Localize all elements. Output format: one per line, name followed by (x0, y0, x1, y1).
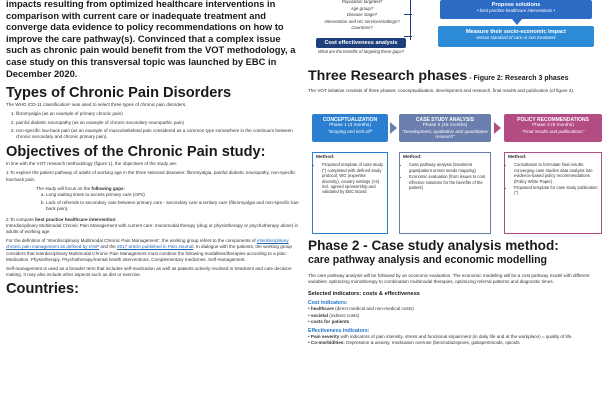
iasp-link[interactable]: interdisciplinary chronic pain management as defined by IASP (6, 238, 289, 250)
gap-item: b. Lack of referrals to secondary care between primary care - secondary care & tertiary care (fibromyalgia and non-specific low-back pain). (46, 200, 300, 212)
indicator-text: (indirect costs) (328, 312, 360, 318)
method-item: • Case pathway analysis (treatment gaps/patient unmet needs mapping) (409, 162, 487, 173)
diagram-connector-line (410, 0, 411, 40)
cost-indicator: • healthcare (direct medical and non-medical costs) (308, 306, 414, 312)
diagram-connector-line (404, 36, 412, 37)
indicator-bold: costs for patients (310, 318, 350, 324)
phase2-subheading: care pathway analysis and economic modelling (308, 254, 548, 266)
effectiveness-indicator: • Co-morbidities: Depression & anxiety, medication overuse (benzodiazepines, gabapentinoids, opioids (308, 340, 520, 346)
phase2-section (308, 238, 606, 346)
objective-2: 2.To compare best practice healthcare intervention: (6, 216, 117, 222)
phase-quote: "Final results and publications" (521, 128, 585, 134)
cost-title: Cost effectiveness analysis (324, 40, 398, 46)
objectives-body (6, 161, 300, 278)
method-list (403, 162, 487, 190)
phase-duration: Phase 1 (3 months) (329, 123, 371, 128)
arrow-down-icon (512, 19, 522, 25)
cost-indicators-heading: Cost indicators: (308, 300, 348, 307)
question: Population targeted? (341, 0, 383, 4)
method-box-2 (399, 152, 491, 234)
effectiveness-indicators-heading: Effectiveness indicators: (308, 328, 370, 335)
propose-title: Propose solutions (491, 2, 541, 8)
phase-title: CONCEPTUALIZATION (322, 117, 378, 123)
figure-label: - Figure 2: Research 3 phases (467, 75, 569, 82)
propose-solutions-box (440, 0, 592, 19)
research-heading (308, 68, 606, 87)
arrow-right-icon (494, 122, 501, 134)
method-item: • Proposed template for case study publication (") (514, 185, 598, 196)
objective-1: 1.To explore the patient pathway of adults of working age in the three selected diseases: fibromyalgia, painful diabetic neuropathy, non-specific low-back pain. (6, 170, 296, 182)
types-heading: Types of Chronic Pain Disorders (6, 85, 232, 102)
indicator-bold: healthcare (310, 306, 334, 312)
method-item: • Proposed template of case study (") completed with defined study protocol, WG (expertise diversity), country settings (>3) incl. agreed sponsorship and validated by EBC Board (322, 162, 384, 194)
indicator-bold: societal (310, 312, 328, 318)
question: Age group? (350, 5, 374, 11)
phase-duration: Phase 2 (15 months) (422, 123, 468, 128)
method-item: • Consultation to formulate final results: converging case studies data analysis into evidence-based policy recommendations (Policy White Paper) (514, 162, 598, 184)
definition-text: For the definition of 'Interdisciplinary Multimodal Chronic Pain Management', the working group refers to the components of (6, 238, 257, 244)
types-lead: The WHO ICD-11 classification¹ was used to select three types of chronic pain disorders. (6, 102, 187, 108)
phase2-heading: Phase 2 - Case study analysis method: (308, 238, 559, 253)
indicator-bold: Pain severity (310, 334, 340, 340)
cost-question: What are the benefits of targeting these gaps? (318, 49, 404, 54)
cost-indicators-list (308, 306, 606, 325)
definition-paragraph (6, 238, 300, 263)
arrow-right-icon (390, 122, 397, 134)
definition-text: . In dialogue with the patients, the working group considers that interdisciplinary Multimodal Chronic Pain Management must combine the following modalities/therapies according to a plan: Medication. Physiotherapy. Psychotherapy/mental health interventions. Complementary medicines. Self-management. (6, 244, 292, 262)
effectiveness-indicator: • Pain severity with indicators of pain intensity, stress and functional impairment (in daily life and at the workplace) = quality of life. (308, 334, 573, 340)
types-item: 2. painful diabetic neuropathy (as an example of chronic secondary neuropathic pain) (16, 120, 300, 126)
types-body (6, 102, 300, 140)
gaps-intro-bold: following gaps (91, 185, 124, 191)
indicators-heading: Selected indicators: costs & effectiveness (308, 291, 420, 298)
intro-paragraph: impacts resulting from optimized healthcare interventions in comparison with current care or inadequate treatment and converge data evidence to policy recommendations on how to improve the care pathway(s). Convinced that a complex issue such as chronic pain would benefit from the VOT methodology, a case study on this transversal topic was launched by EBC in December 2020. (6, 0, 296, 79)
effectiveness-indicators-list (308, 334, 606, 346)
diagram-connector-line (404, 14, 412, 15)
phase-1-box (312, 114, 388, 142)
question: Intervention and HC services/settings? (324, 18, 400, 24)
gaps-list (6, 192, 300, 213)
cost-effectiveness-box (316, 38, 406, 48)
research-text: The VOT initiative consists of three phases: conceptualisation, development and research, final results and publication (of figure 2). (308, 88, 575, 93)
method-list (316, 162, 384, 194)
self-management-paragraph: Self-management is used as a broader term that includes self-medication as well as patients actively involved in treatment and care decision-making. It may also include other aspects such as diet or exercise. (6, 266, 293, 278)
method-title: Method: (403, 155, 422, 160)
objective-2-detail: Interdisciplinary Multimodal Chronic Pain Management with current care: monomodal therapy (drug or physiotherapy or psychotherapy alone) in adults of working age (6, 222, 299, 234)
indicator-text: with indicators of pain intensity, stress and functional impairment (in daily life and at the workplace) = quality of life. (339, 334, 573, 340)
types-item: 1. fibromyalgia (as an example of primary chronic pain) (16, 111, 300, 117)
objectives-lead: In line with the VOT research methodology (figure 1), the objectives of the study are: (6, 161, 178, 167)
measure-title: Measure their socio-economic impact (465, 29, 567, 35)
phase-quote: "Development, qualitative and quantitative research" (402, 128, 488, 140)
types-item: 3. non-specific low-back pain (as an example of musculoskeletal pain considered as a common type somewhere in the continuum between chronic secondary and chronic primary pain). (16, 128, 300, 140)
method-item: • Economic evaluation (from issues to cost effective solutions for the benefits of the patient) (409, 174, 487, 190)
countries-heading: Countries: (6, 281, 79, 298)
method-list (508, 162, 598, 195)
phase-3-box (504, 114, 602, 142)
phase2-text: The care pathway analysis will be followed by an economic evaluation. The economic modelling will be a cost pathway model with different variables: optimizing monotherapy to combination multimodal therapies, optimizing referral patterns and diagnostic times. (308, 273, 590, 285)
right-column (308, 68, 606, 94)
objectives-heading: Objectives of the Chronic Pain study: (6, 144, 266, 161)
phase-quote: "Scoping and kick-off" (327, 128, 373, 134)
gap-item: a. Long waiting times to access primary care (GPs) (46, 192, 300, 198)
scoping-questions (322, 0, 402, 32)
phase-title: POLICY RECOMMENDATIONS (517, 117, 589, 123)
method-title: Method: (316, 155, 335, 160)
definition-text: and the (99, 244, 118, 250)
indicator-text: (direct medical and non-medical costs) (333, 306, 414, 312)
phase-2-box (399, 114, 491, 142)
measure-impact-box (438, 26, 594, 47)
method-box-1 (312, 152, 388, 234)
phase-duration: Phase 3 (6 months) (532, 123, 574, 128)
measure-subtitle: versus standard of care or non treatment (476, 35, 556, 40)
phase-title: CASE STUDY ANALYSIS (415, 117, 475, 123)
types-list (6, 111, 300, 140)
indicator-text: Depression & anxiety, medication overuse (benzodiazepines, gabapentinoids, opioids (344, 340, 520, 346)
gaps-intro: The study will focus on the following gaps: (36, 185, 125, 191)
cost-indicator: • societal (indirect costs) (308, 312, 360, 318)
indicator-bold: Co-morbidities: (310, 340, 345, 346)
method-box-3 (504, 152, 602, 234)
propose-subtitle: • best practice healthcare interventions • (476, 8, 556, 13)
research-heading-text: Three Research phases (308, 68, 468, 84)
left-column (6, 0, 300, 298)
question: Disease stage? (346, 12, 378, 17)
pain-journal-link[interactable]: 2017 article published in Pain Journal (117, 244, 194, 250)
question: Countries? (351, 25, 373, 30)
objective-2-bold: best practice healthcare intervention (35, 216, 116, 222)
method-title: Method: (508, 155, 527, 160)
cost-indicator: • costs for patients (308, 318, 350, 324)
